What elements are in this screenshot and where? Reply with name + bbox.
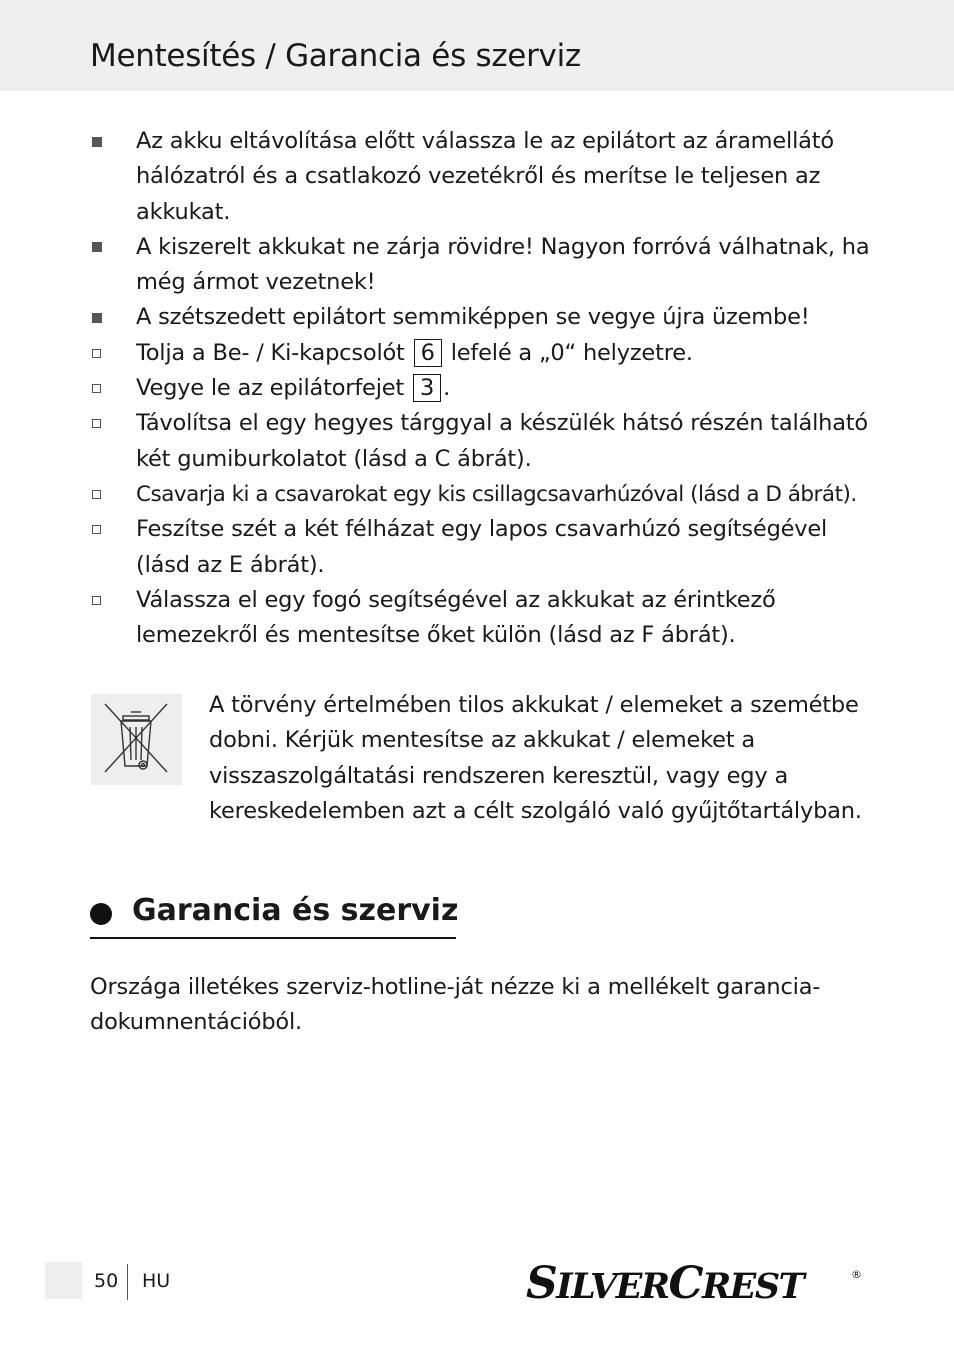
filled-square-bullet-icon xyxy=(92,124,112,159)
list-item-text: Az akku eltávolítása előtt válassza le az epilátort az áramellátó hálózatról és a csatlakozó vezetékről és merítse le teljesen az akkukat. xyxy=(136,128,834,225)
list-item-text: Feszítse szét a két félházat egy lapos csavarhúzó segítségével (lásd az E ábrát). xyxy=(136,516,828,578)
part-reference-number: 6 xyxy=(414,339,442,367)
list-item-text: lefelé a „0“ helyzetre. xyxy=(450,339,693,366)
disposal-note-text: A törvény értelmében tilos akkukat / elemeket a szemétbe dobni. Kérjük mentesítse az akkukat / elemeket a visszaszolgáltatási rendszeren keresztül, vagy egy a kereskedelemben azt a célt szolgáló való gyűjtőtartályban. xyxy=(209,692,862,824)
registered-mark: ® xyxy=(851,1268,862,1281)
empty-square-checkbox-icon xyxy=(92,512,112,547)
list-item-text: A kiszerelt akkukat ne zárja rövidre! Nagyon forróvá válhatnak, ha még ármot vezetnek! xyxy=(136,233,870,296)
page-title: Mentesítés / Garancia és szerviz xyxy=(90,38,581,74)
footer-marker xyxy=(45,1262,82,1299)
part-reference-number: 3 xyxy=(413,374,441,402)
list-item xyxy=(90,230,870,301)
list-item xyxy=(90,300,870,335)
list-item xyxy=(90,512,870,583)
page-number: 50 xyxy=(94,1270,119,1292)
list-item xyxy=(90,406,870,477)
filled-square-bullet-icon xyxy=(92,300,112,335)
empty-square-checkbox-icon xyxy=(92,336,112,371)
section-title: Garancia és szerviz xyxy=(132,893,459,928)
list-item-text: Tolja a Be- / Ki-kapcsolót xyxy=(136,339,405,366)
language-code: HU xyxy=(142,1270,171,1292)
page-header xyxy=(0,0,954,91)
list-item xyxy=(90,583,870,654)
empty-square-checkbox-icon xyxy=(92,583,112,618)
empty-square-checkbox-icon xyxy=(92,371,112,406)
list-item xyxy=(90,336,870,371)
instruction-list xyxy=(90,124,870,653)
footer-divider xyxy=(127,1264,128,1300)
list-item-text: Válassza el egy fogó segítségével az akkukat az érintkező lemezekről és mentesítse őket külön (lásd az F ábrát). xyxy=(136,586,776,649)
list-item-text: Csavarja ki a csavarokat egy kis csillagcsavarhúzóval (lásd a D ábrát). xyxy=(136,481,857,507)
list-item xyxy=(90,371,870,406)
list-item-text: Vegye le az epilátorfejet xyxy=(136,375,405,402)
heading-underline xyxy=(90,937,456,939)
bullet-dot-icon xyxy=(90,903,112,925)
list-item-text: Távolítsa el egy hegyes tárggyal a készülék hátsó részén található két gumiburkolatot (lásd a C ábrát). xyxy=(136,410,868,472)
brand-logo: SILVERCREST xyxy=(526,1258,804,1309)
list-item xyxy=(90,124,870,230)
empty-square-checkbox-icon xyxy=(92,406,112,441)
list-item xyxy=(90,477,870,512)
filled-square-bullet-icon xyxy=(92,230,112,265)
crossed-out-wheelie-bin-icon xyxy=(91,694,182,785)
list-item-text: . xyxy=(443,375,451,402)
empty-square-checkbox-icon xyxy=(92,477,112,512)
section-body-text: Országa illetékes szerviz-hotline-ját nézze ki a mellékelt garancia-dokumnentációból. xyxy=(90,974,821,1036)
list-item-text: A szétszedett epilátort semmiképpen se vegye újra üzembe! xyxy=(136,304,810,331)
